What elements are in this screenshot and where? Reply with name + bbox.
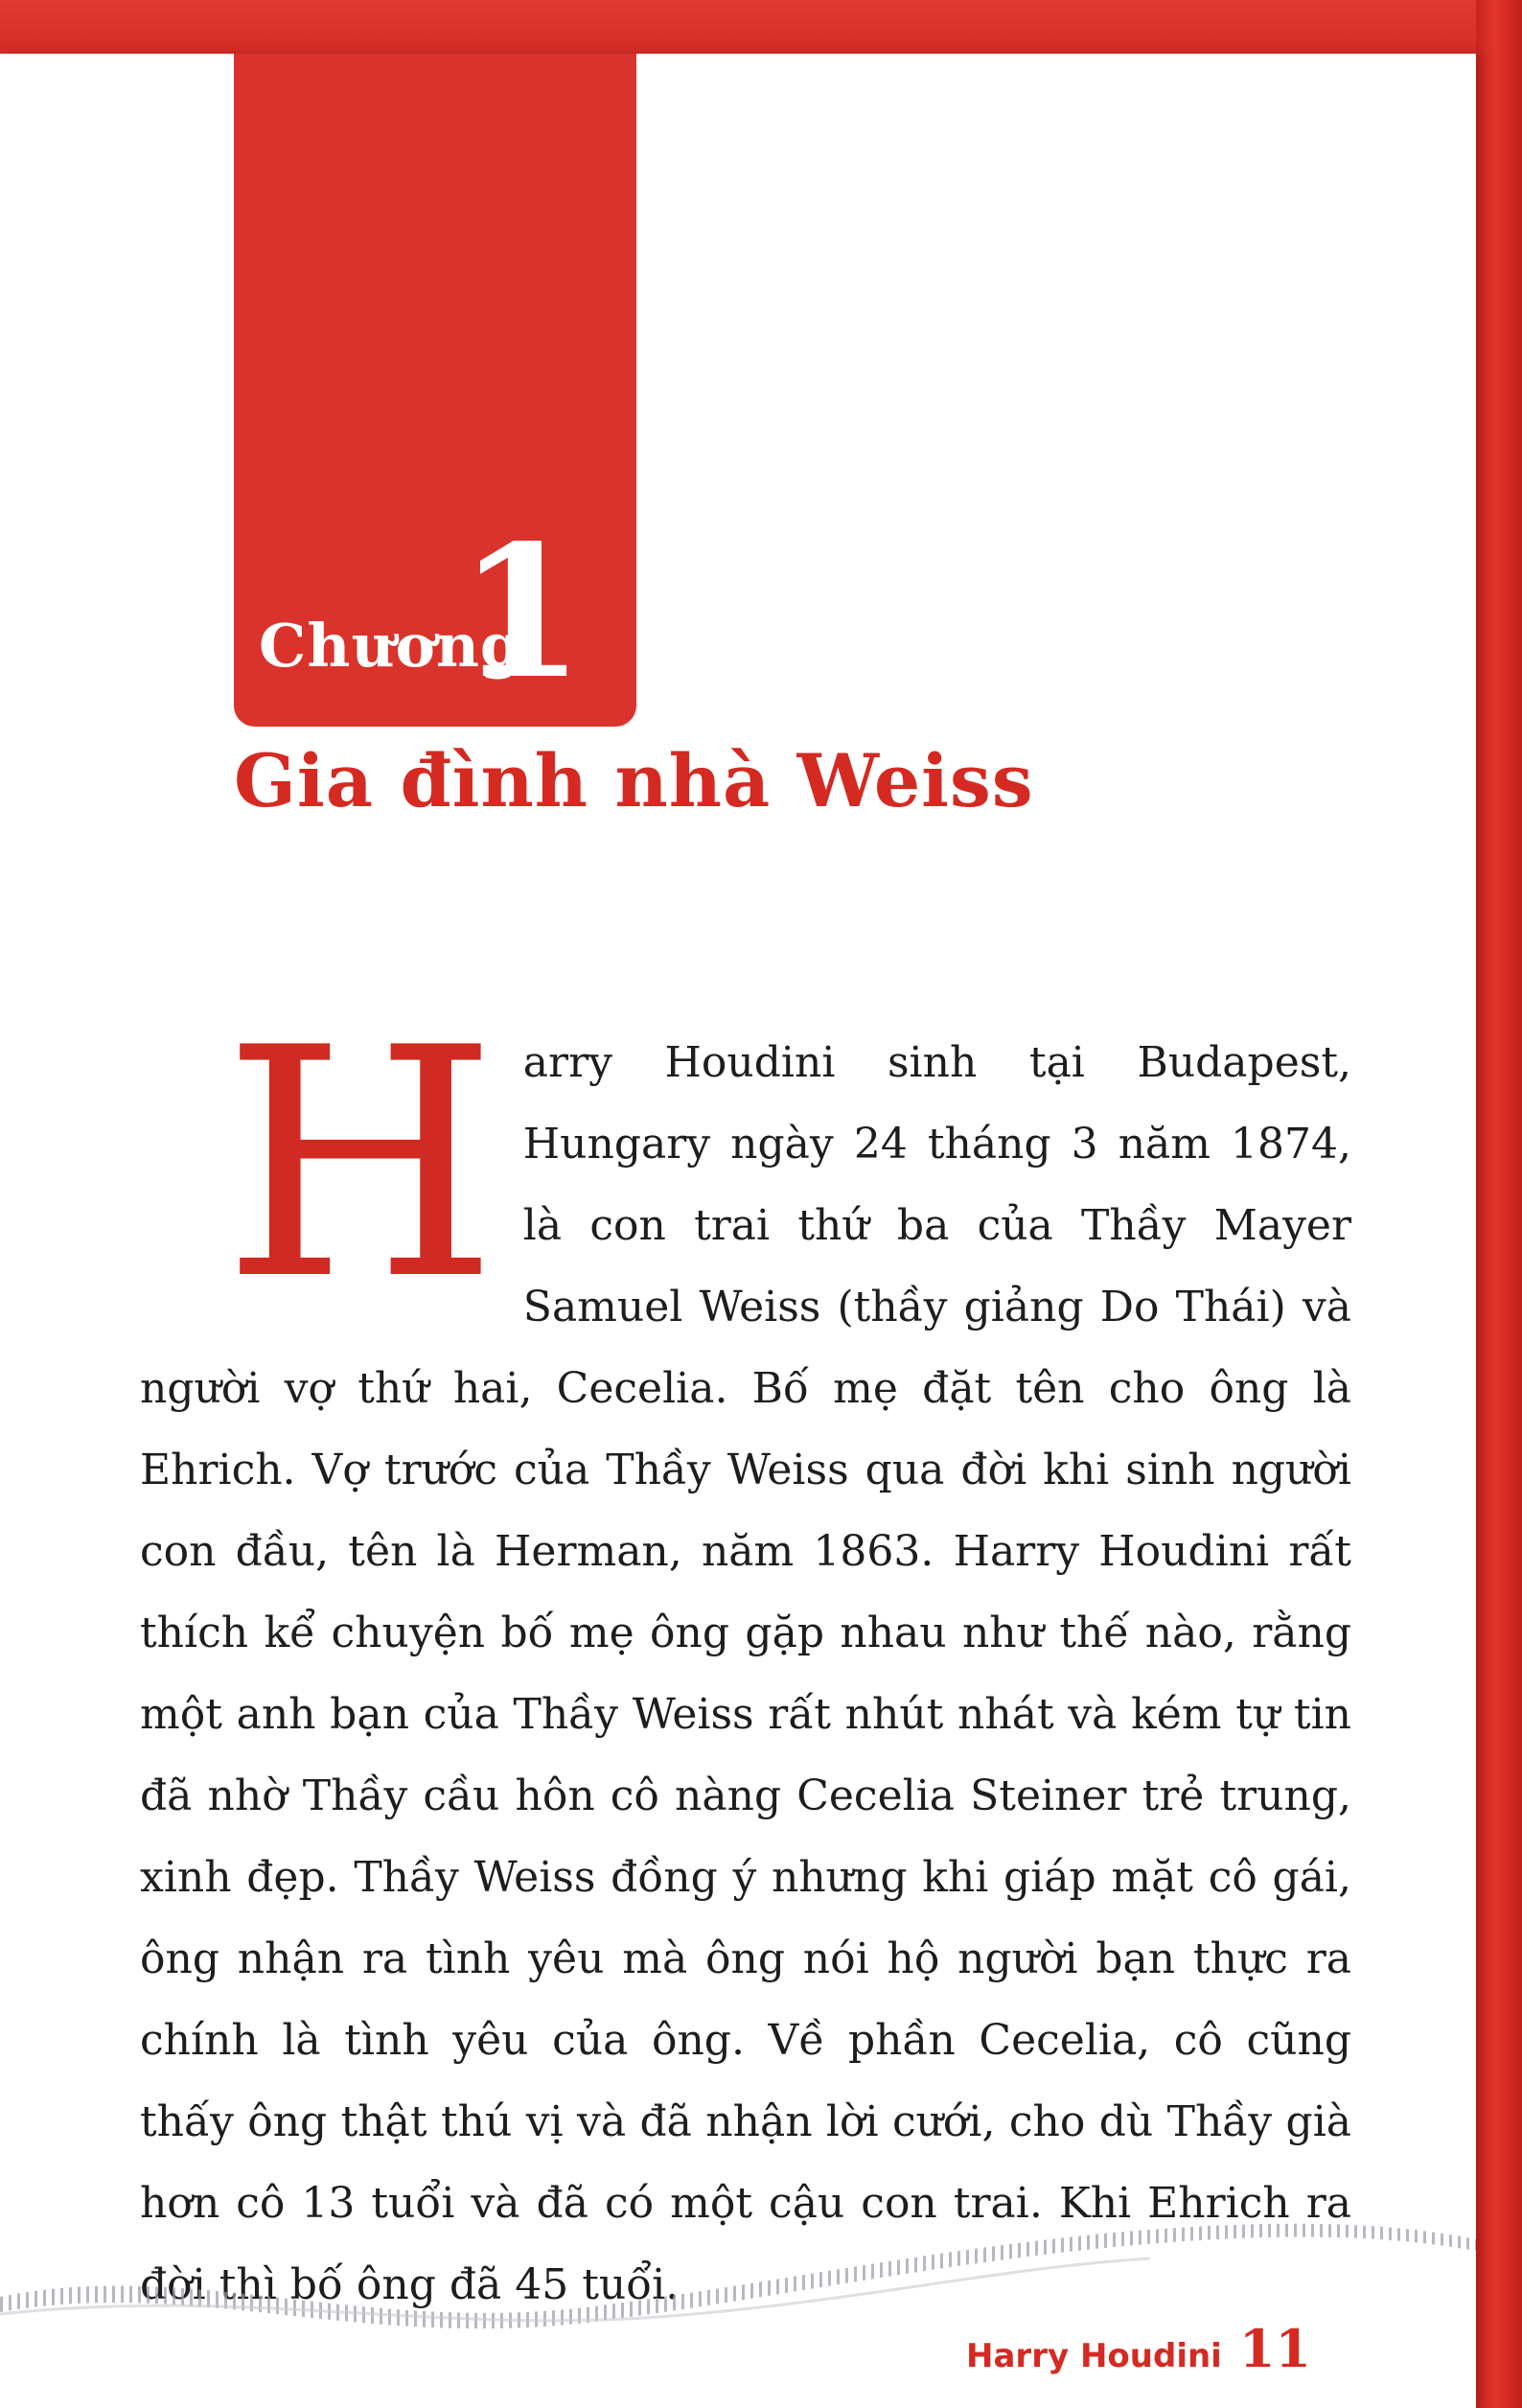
drop-cap: H <box>222 981 498 1349</box>
chapter-title: Gia đình nhà Weiss <box>234 738 1034 823</box>
chapter-banner <box>234 54 636 727</box>
body-text: arry Houdini sinh tại Budapest, Hungary ngày 24 tháng 3 năm 1874, là con trai thứ ba của Thầy Mayer Samuel Weiss (thầy giảng Do Thái) và người vợ thứ hai, Cecelia. Bố mẹ đặt tên cho ông là Ehrich. Vợ trước của Thầy Weiss qua đời khi sinh người con đầu, tên là Herman, năm 1863. Harry Houdini rất thích kể chuyện bố mẹ ông gặp nhau như thế nào, rằng một anh bạn của Thầy Weiss rất nhút nhát và kém tự tin đã nhờ Thầy cầu hôn cô nàng Cecelia Steiner trẻ trung, xinh đẹp. Thầy Weiss đồng ý nhưng khi giáp mặt cô gái, ông nhận ra tình yêu mà ông nói hộ người bạn thực ra chính là tình yêu của ông. Về phần Cecelia, cô cũng thấy ông thật thú vị và đã nhận lời cưới, cho dù Thầy già hơn cô 13 tuổi và đã có một cậu con trai. Khi Ehrich ra đời thì bố ông đã 45 tuổi. <box>140 1038 1351 2309</box>
page-number: 11 <box>1238 2318 1311 2379</box>
running-footer-title: Harry Houdini <box>966 2337 1222 2375</box>
chapter-label: Chương <box>259 611 523 681</box>
right-red-border <box>1476 0 1522 2408</box>
top-red-border <box>0 0 1522 54</box>
book-page <box>0 54 1476 2408</box>
chapter-number: 1 <box>457 505 585 719</box>
body-paragraph <box>140 981 1351 2326</box>
page-footer <box>966 2318 1311 2379</box>
